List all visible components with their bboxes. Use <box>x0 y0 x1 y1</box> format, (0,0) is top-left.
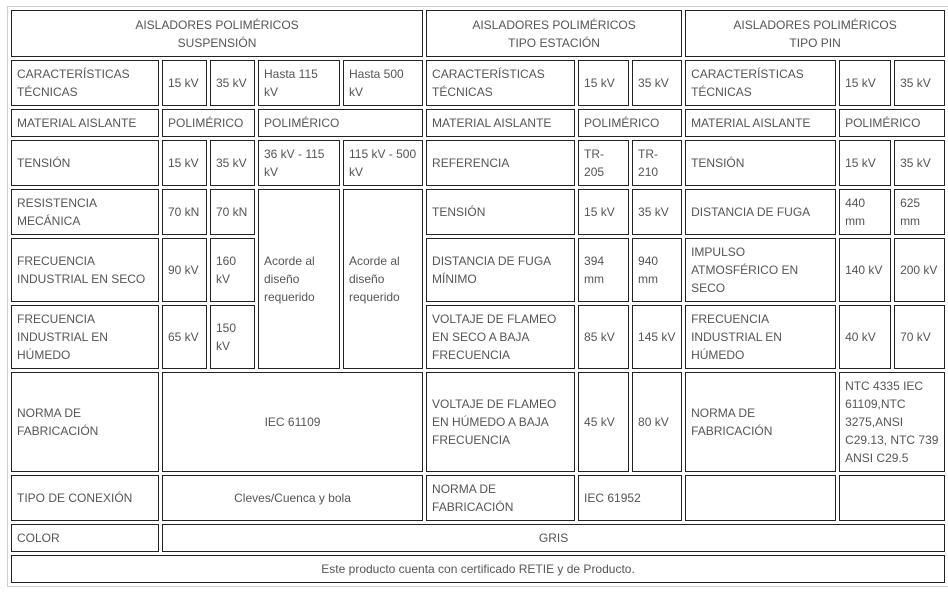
header-suspension: AISLADORES POLIMÉRICOS SUSPENSIÓN <box>11 10 423 57</box>
suspension-value: Cleves/Cuenca y bola <box>162 475 423 521</box>
estacion-value: TR-210 <box>632 140 682 186</box>
suspension-label: MATERIAL AISLANTE <box>11 109 159 137</box>
estacion-value: 15 kV <box>578 60 629 106</box>
estacion-value: 45 kV <box>578 372 629 472</box>
pin-label: IMPULSO ATMOSFÉRICO EN SECO <box>685 238 836 302</box>
suspension-value: 15 kV <box>162 140 207 186</box>
suspension-label: RESISTENCIA MECÁNICA <box>11 189 159 235</box>
suspension-value: 15 kV <box>162 60 207 106</box>
color-value: GRIS <box>162 524 945 552</box>
estacion-value: 940 mm <box>632 238 682 302</box>
suspension-value: 160 kV <box>210 238 255 302</box>
suspension-value: 36 kV - 115 kV <box>258 140 340 186</box>
estacion-value: 15 kV <box>578 189 629 235</box>
suspension-value: POLIMÉRICO <box>162 109 255 137</box>
suspension-value: 90 kV <box>162 238 207 302</box>
suspension-value: 150 kV <box>210 305 255 369</box>
suspension-label: NORMA DE FABRICACIÓN <box>11 372 159 472</box>
estacion-label: VOLTAJE DE FLAMEO EN HÚMEDO A BAJA FRECUENCIA <box>426 372 575 472</box>
suspension-value: 70 kN <box>210 189 255 235</box>
pin-value: 440 mm <box>839 189 891 235</box>
suspension-label: TIPO DE CONEXIÓN <box>11 475 159 521</box>
estacion-value: 80 kV <box>632 372 682 472</box>
estacion-label: DISTANCIA DE FUGA MÍNIMO <box>426 238 575 302</box>
suspension-value: 65 kV <box>162 305 207 369</box>
suspension-label: CARACTERÍSTICAS TÉCNICAS <box>11 60 159 106</box>
empty-cell <box>839 475 945 521</box>
estacion-label: VOLTAJE DE FLAMEO EN SECO A BAJA FRECUENCIA <box>426 305 575 369</box>
certification-note: Este producto cuenta con certificado RETIE y de Producto. <box>11 555 945 583</box>
suspension-value: 70 kN <box>162 189 207 235</box>
pin-label: DISTANCIA DE FUGA <box>685 189 836 235</box>
suspension-value: 35 kV <box>210 60 255 106</box>
estacion-value: TR-205 <box>578 140 629 186</box>
pin-value: 35 kV <box>894 140 945 186</box>
pin-value: 40 kV <box>839 305 891 369</box>
suspension-label: FRECUENCIA INDUSTRIAL EN SECO <box>11 238 159 302</box>
pin-label: NORMA DE FABRICACIÓN <box>685 372 836 472</box>
header-tipo-estacion: AISLADORES POLIMÉRICOS TIPO ESTACIÓN <box>426 10 682 57</box>
suspension-value: 115 kV - 500 kV <box>343 140 423 186</box>
estacion-label: REFERENCIA <box>426 140 575 186</box>
estacion-label: MATERIAL AISLANTE <box>426 109 575 137</box>
suspension-value: Acorde al diseño requerido <box>258 189 340 369</box>
pin-label: CARACTERÍSTICAS TÉCNICAS <box>685 60 836 106</box>
suspension-value: Acorde al diseño requerido <box>343 189 423 369</box>
insulator-specs-table <box>7 6 948 587</box>
pin-value: 140 kV <box>839 238 891 302</box>
pin-label: FRECUENCIA INDUSTRIAL EN HÚMEDO <box>685 305 836 369</box>
estacion-label: CARACTERÍSTICAS TÉCNICAS <box>426 60 575 106</box>
estacion-value: POLIMÉRICO <box>578 109 682 137</box>
pin-value: 200 kV <box>894 238 945 302</box>
suspension-value: 35 kV <box>210 140 255 186</box>
pin-value: 625 mm <box>894 189 945 235</box>
suspension-label: FRECUENCIA INDUSTRIAL EN HÚMEDO <box>11 305 159 369</box>
estacion-value: 35 kV <box>632 60 682 106</box>
estacion-value: IEC 61952 <box>578 475 682 521</box>
estacion-label: NORMA DE FABRICACIÓN <box>426 475 575 521</box>
pin-value: 15 kV <box>839 140 891 186</box>
suspension-value: Hasta 115 kV <box>258 60 340 106</box>
estacion-value: 85 kV <box>578 305 629 369</box>
suspension-value: IEC 61109 <box>162 372 423 472</box>
pin-value: 70 kV <box>894 305 945 369</box>
estacion-value: 394 mm <box>578 238 629 302</box>
empty-cell <box>685 475 836 521</box>
header-tipo-pin: AISLADORES POLIMÉRICOS TIPO PIN <box>685 10 945 57</box>
estacion-value: 145 kV <box>632 305 682 369</box>
pin-value: 35 kV <box>894 60 945 106</box>
pin-label: TENSIÓN <box>685 140 836 186</box>
pin-value: POLIMÉRICO <box>839 109 945 137</box>
estacion-value: 35 kV <box>632 189 682 235</box>
suspension-label: TENSIÓN <box>11 140 159 186</box>
suspension-value: POLIMÉRICO <box>258 109 423 137</box>
suspension-value: Hasta 500 kV <box>343 60 423 106</box>
pin-value: NTC 4335 IEC 61109,NTC 3275,ANSI C29.13, NTC 739 ANSI C29.5 <box>839 372 945 472</box>
pin-value: 15 kV <box>839 60 891 106</box>
pin-label: MATERIAL AISLANTE <box>685 109 836 137</box>
estacion-label: TENSIÓN <box>426 189 575 235</box>
color-label: COLOR <box>11 524 159 552</box>
